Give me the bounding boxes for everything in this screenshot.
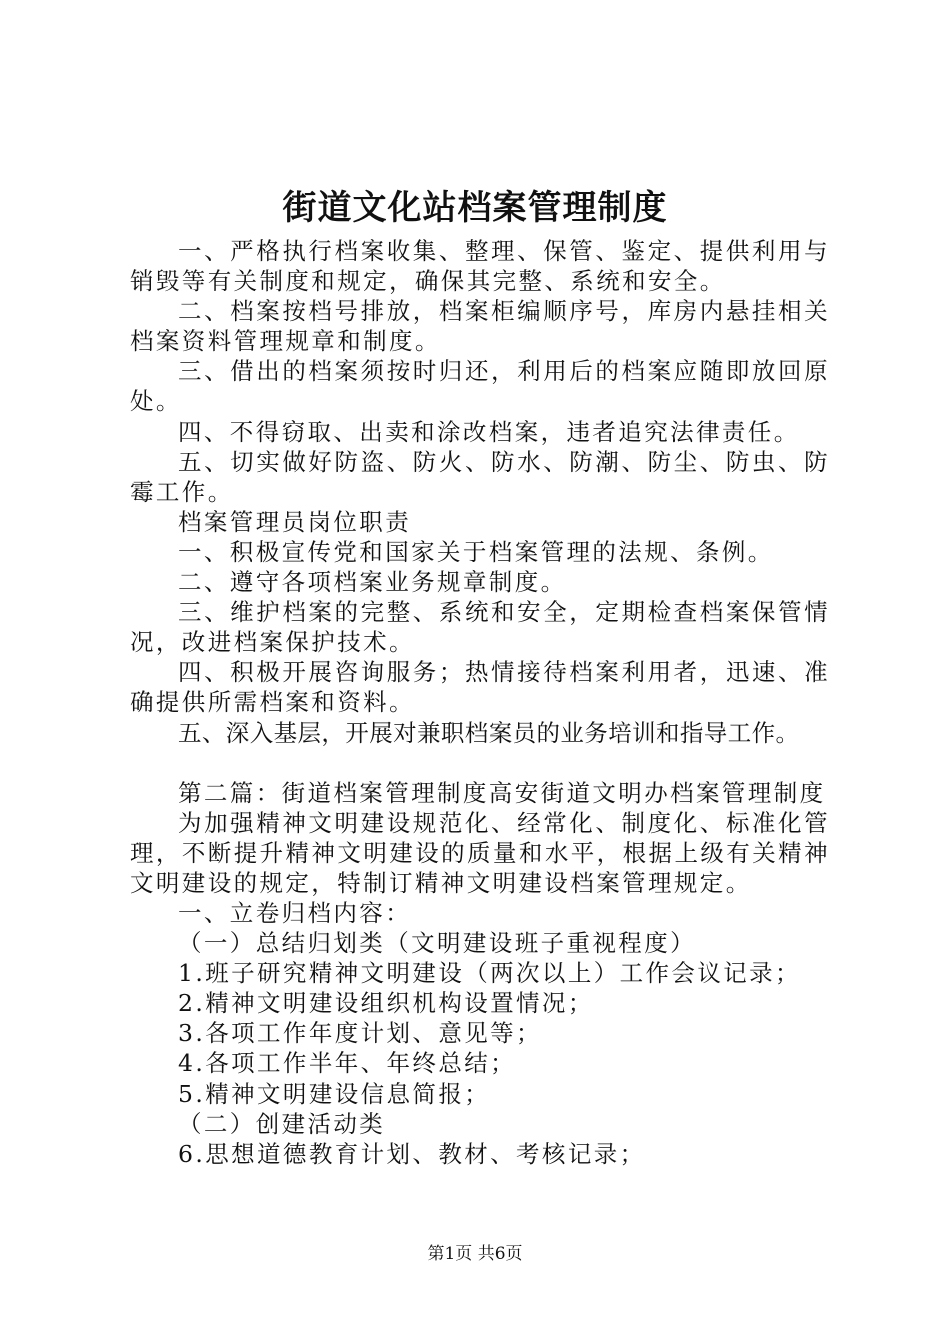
- list-item: 2.精神文明建设组织机构设置情况；: [178, 989, 594, 1018]
- paragraph: 五、切实做好防盗、防火、防水、防潮、防尘、防虫、防霉工作。: [130, 447, 830, 506]
- section-heading: 档案管理员岗位职责: [178, 507, 412, 536]
- paragraph: 三、维护档案的完整、系统和安全，定期检查档案保管情况，改进档案保护技术。: [130, 598, 830, 657]
- paragraph: 四、不得窃取、出卖和涂改档案，违者追究法律责任。: [178, 417, 800, 446]
- paragraph: 二、遵守各项档案业务规章制度。: [178, 568, 567, 597]
- paragraph: 一、积极宣传党和国家关于档案管理的法规、条例。: [178, 537, 774, 566]
- paragraph: 二、档案按档号排放，档案柜编顺序号，库房内悬挂相关档案资料管理规章和制度。: [130, 297, 830, 356]
- page-number-footer: 第1页 共6页: [427, 1244, 523, 1264]
- list-item: 5.精神文明建设信息简报；: [178, 1079, 491, 1108]
- list-item: 6.思想道德教育计划、教材、考核记录；: [178, 1139, 646, 1168]
- paragraph: 一、严格执行档案收集、整理、保管、鉴定、提供利用与销毁等有关制度和规定，确保其完整、系统和安全。: [130, 237, 830, 296]
- paragraph: 为加强精神文明建设规范化、经常化、制度化、标准化管理，不断提升精神文明建设的质量和水平，根据上级有关精神文明建设的规定，特制订精神文明建设档案管理规定。: [130, 808, 830, 897]
- paragraph: 五、深入基层，开展对兼职档案员的业务培训和指导工作。: [178, 718, 800, 747]
- list-item: 3.各项工作年度计划、意见等；: [178, 1019, 542, 1048]
- list-heading: 一、立卷归档内容：: [178, 898, 412, 927]
- list-item: 1.班子研究精神文明建设（两次以上）工作会议记录；: [178, 959, 801, 988]
- section-heading: 第二篇：街道档案管理制度高安街道文明办档案管理制度: [178, 778, 826, 807]
- document-title: 街道文化站档案管理制度: [282, 188, 668, 228]
- document-body: [130, 236, 830, 1169]
- list-heading: （二）创建活动类: [178, 1109, 386, 1138]
- list-item: 4.各项工作半年、年终总结；: [178, 1049, 517, 1078]
- paragraph: 四、积极开展咨询服务；热情接待档案利用者，迅速、准确提供所需档案和资料。: [130, 658, 830, 717]
- paragraph: 三、借出的档案须按时归还，利用后的档案应随即放回原处。: [130, 357, 830, 416]
- list-heading: （一）总结归划类（文明建设班子重视程度）: [178, 929, 696, 958]
